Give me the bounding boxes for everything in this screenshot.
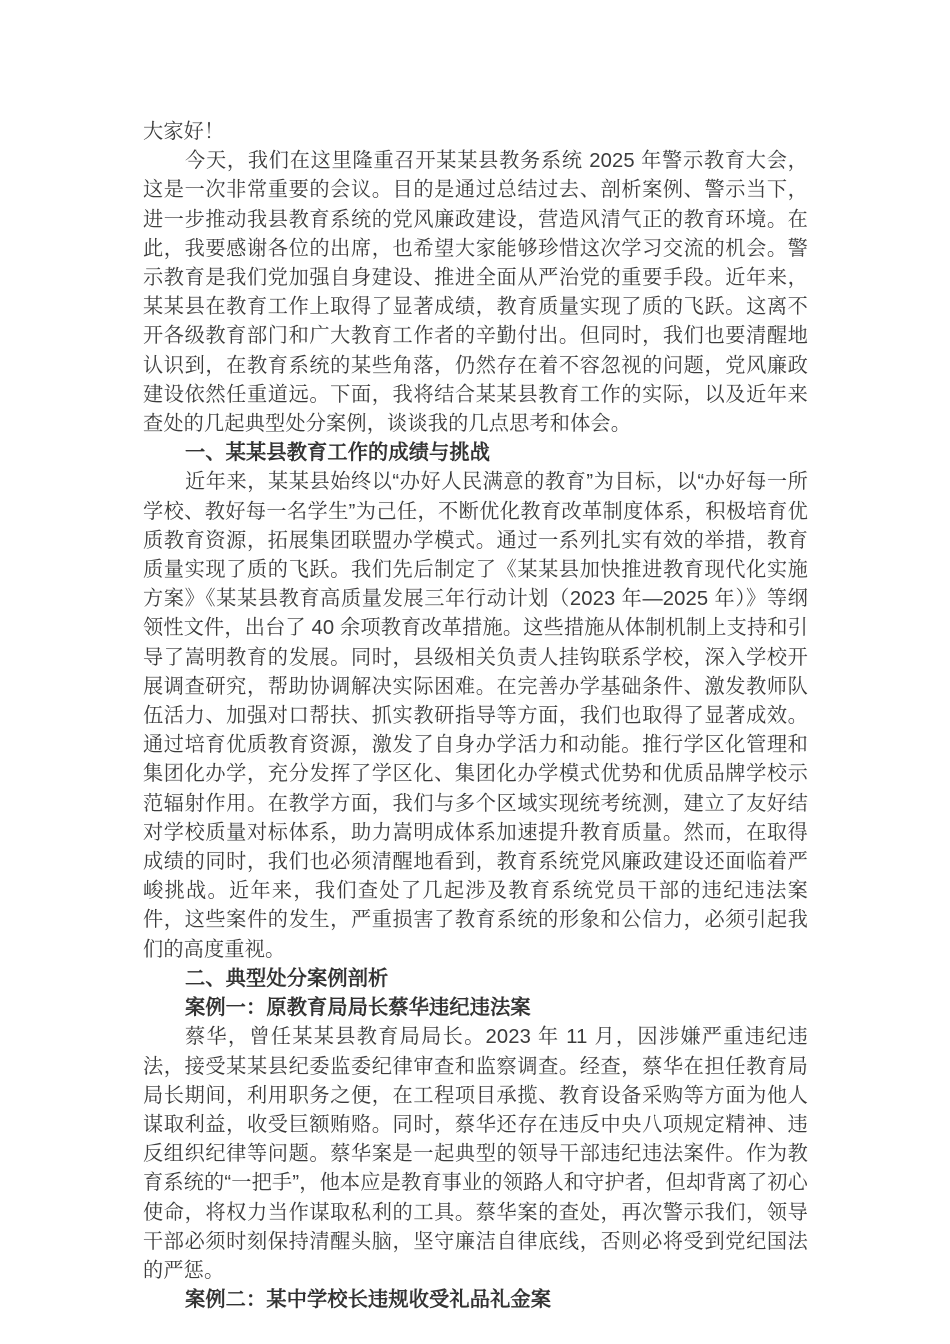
salutation-line: 大家好！ [143,121,225,143]
section-heading-two: 二、典型处分案例剖析 [185,967,389,990]
section-heading-one: 一、某某县教育工作的成绩与挑战 [185,442,491,465]
case-one-paragraph: 蔡华，曾任某某县教育局局长。2023 年 11 月，因涉嫌严重违纪违法，接受某某县纪委监委纪律审查和监察调查。经查，蔡华在担任教育局局长期间，利用职务之便，在工程项目承揽、教育设备采购等方面为他人谋取利益，收受巨额贿赂。同时，蔡华还存在违反中央八项规定精神、违反组织纪律等问题。蔡华案是一起典型的领导干部违纪违法案件。作为教育系统的“一把手”，他本应是教育事业的领路人和守护者，但却背离了初心使命，将权力当作谋取私利的工具。蔡华案的查处，再次警示我们，领导干部必须时刻保持清醒头脑，坚守廉洁自律底线，否则必将受到党纪国法的严惩。 [143,1026,808,1282]
opening-paragraph: 今天，我们在这里隆重召开某某县教务系统 2025 年警示教育大会，这是一次非常重要的会议。目的是通过总结过去、剖析案例、警示当下，进一步推动我县教育系统的党风廉政建设，营造风清气正的教育环境。在此，我要感谢各位的出席，也希望大家能够珍惜这次学习交流的机会。警示教育是我们党加强自身建设、推进全面从严治党的重要手段。近年来，某某县在教育工作上取得了显著成绩，教育质量实现了质的飞跃。这离不开各级教育部门和广大教育工作者的辛勤付出。但同时，我们也要清醒地认识到，在教育系统的某些角落，仍然存在着不容忽视的问题，党风廉政建设依然任重道远。下面，我将结合某某县教育工作的实际，以及近年来查处的几起典型处分案例，谈谈我的几点思考和体会。 [143,150,808,436]
document-body [143,118,808,1315]
case-heading-one: 案例一：原教育局局长蔡华违纪违法案 [185,997,531,1020]
section-one-paragraph: 近年来，某某县始终以“办好人民满意的教育”为目标，以“办好每一所学校、教好每一名学生”为己任，不断优化教育改革制度体系，积极培育优质教育资源，拓展集团联盟办学模式。通过一系列扎实有效的举措，教育质量实现了质的飞跃。我们先后制定了《某某县加快推进教育现代化实施方案》《某某县教育高质量发展三年行动计划（2023 年—2025 年）》等纲领性文件，出台了 40 余项教育改革措施。这些措施从体制机制上支持和引导了嵩明教育的发展。同时，县级相关负责人挂钩联系学校，深入学校开展调查研究，帮助协调解决实际困难。在完善办学基础条件、激发教师队伍活力、加强对口帮扶、抓实教研指导等方面，我们也取得了显著成效。通过培育优质教育资源，激发了自身办学活力和动能。推行学区化管理和集团化办学，充分发挥了学区化、集团化办学模式优势和优质品牌学校示范辐射作用。在教学方面，我们与多个区域实现统考统测，建立了友好结对学校质量对标体系，助力嵩明成体系加速提升教育质量。然而，在取得成绩的同时，我们也必须清醒地看到，教育系统党风廉政建设还面临着严峻挑战。近年来，我们查处了几起涉及教育系统党员干部的违纪违法案件，这些案件的发生，严重损害了教育系统的形象和公信力，必须引起我们的高度重视。 [143,471,808,961]
case-heading-two: 案例二：某中学校长违规收受礼品礼金案 [185,1289,552,1312]
